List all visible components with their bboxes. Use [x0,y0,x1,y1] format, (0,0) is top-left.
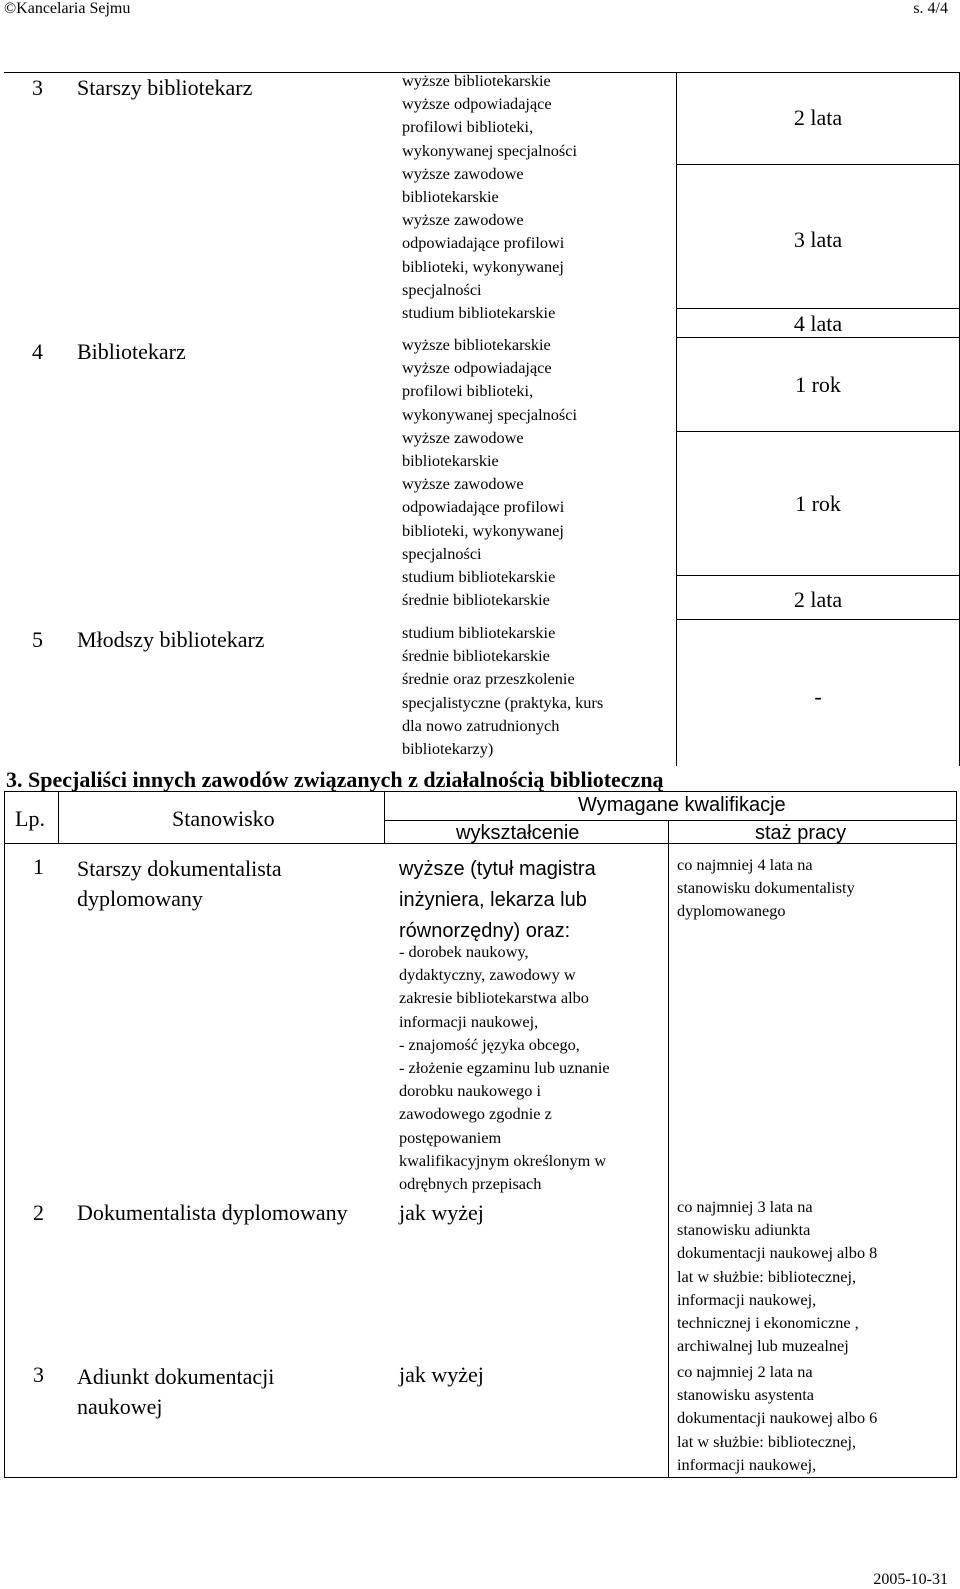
positions-table-specialists [4,791,957,1478]
education-line: postępowaniem [399,1127,502,1147]
position-title: Bibliotekarz [77,339,186,364]
title-line: Adiunkt dokumentacji [77,1364,275,1389]
header-source: ©Kancelaria Sejmu [4,0,131,17]
education-list [402,621,672,760]
service-value: 1 rok [795,372,841,397]
education-line: bibliotekarskie [402,187,499,207]
experience-text [677,1360,877,1476]
education-line: wyższe bibliotekarskie [402,71,551,90]
education-line: wyższe (tytuł magistra [399,858,596,880]
service-value: 2 lata [793,105,843,130]
service-value: - [814,684,822,709]
experience-line: stanowisku dokumentalisty [677,878,855,898]
education-line: dydaktyczny, zawodowy w [399,965,576,985]
service-cell [676,337,960,431]
education-line: wyższe zawodowe [402,163,524,183]
education-line: odpowiadające profilowi [402,233,565,253]
position-title: Młodszy bibliotekarz [77,627,265,652]
experience-text [677,853,855,923]
education-line: średnie bibliotekarskie [402,646,550,666]
header-education: wykształcenie [456,822,580,844]
position-title [77,854,282,914]
page-number: s. 4/4 [913,0,948,17]
header-requirements: Wymagane kwalifikacje [578,794,786,816]
education-list [402,333,672,611]
education-line: specjalistyczne (praktyka, kurs [402,692,604,712]
education-line: specjalności [402,543,482,563]
service-cell [676,431,960,575]
grid-line [58,792,59,843]
education-line: bibliotekarskie [402,451,499,471]
title-line: Starszy dokumentalista [77,856,282,881]
education-line: inżyniera, lekarza lub [399,889,587,911]
position-title: Dokumentalista dyplomowany [77,1200,348,1225]
education-line: biblioteki, wykonywanej [402,256,564,276]
education-line: wyższe odpowiadające [402,94,552,114]
position-title: Starszy bibliotekarz [77,75,253,100]
service-cell [676,308,960,337]
education-line: wykonywanej specjalności [402,140,577,160]
row-number: 3 [32,75,43,100]
service-cell [676,575,960,619]
education-line: wyższe zawodowe [402,210,524,230]
service-value: 3 lata [793,227,843,252]
title-line: dyplomowany [77,886,203,911]
experience-line: stanowisku asystenta [677,1385,815,1405]
education-line: odrębnych przepisach [399,1174,542,1194]
experience-line: dokumentacji naukowej albo 8 [677,1243,878,1263]
service-cell [676,164,960,308]
education-line: dla nowo zatrudnionych [402,715,560,735]
experience-line: co najmniej 3 lata na [677,1197,813,1216]
education-line: dorobku naukowego i [399,1081,541,1101]
experience-line: lat w służbie: bibliotecznej, [677,1431,857,1451]
education-line: bibliotekarzy) [402,739,494,759]
education-line: odpowiadające profilowi [402,497,565,517]
education-line: średnie bibliotekarskie [402,590,550,610]
education-line: wyższe zawodowe [402,427,524,447]
education-line: wyższe bibliotekarskie [402,335,551,354]
footer-date: 2005-10-31 [873,1571,948,1588]
education-main: jak wyżej [399,1200,484,1225]
header-experience: staż pracy [755,822,847,844]
grid-line [668,820,669,1478]
education-line: wykonywanej specjalności [402,404,577,424]
experience-line: informacji naukowej, [677,1289,817,1309]
experience-line: lat w służbie: bibliotecznej, [677,1266,857,1286]
education-line: informacji naukowej, [399,1011,539,1031]
education-line: wyższe odpowiadające [402,358,552,378]
service-value: 2 lata [793,587,843,612]
education-list [402,69,672,324]
experience-line: technicznej i ekonomiczne , [677,1313,859,1333]
education-line: profilowi biblioteki, [402,117,534,137]
education-line: średnie oraz przeszkolenie [402,669,575,689]
education-line: zakresie bibliotekarstwa albo [399,988,589,1008]
experience-line: archiwalnej lub muzealnej [677,1336,849,1356]
education-details [399,940,610,1195]
education-line: - złożenie egzaminu lub uznanie [399,1058,610,1078]
education-line: studium bibliotekarskie [402,303,556,323]
grid-line [384,820,956,821]
experience-line: dokumentacji naukowej albo 6 [677,1408,878,1428]
row-number: 1 [33,854,44,879]
service-value: 1 rok [795,491,841,516]
header-lp: Lp. [15,806,45,831]
row-number: 5 [32,627,43,652]
row-number: 2 [33,1200,44,1225]
education-line: - dorobek naukowy, [399,942,529,961]
row-number: 3 [33,1362,44,1387]
education-line: profilowi biblioteki, [402,381,534,401]
education-line: zawodowego zgodnie z [399,1104,552,1124]
education-line: specjalności [402,279,482,299]
positions-table-librarians [4,72,957,766]
experience-line: co najmniej 2 lata na [677,1362,813,1381]
education-line: wyższe zawodowe [402,474,524,494]
education-main: jak wyżej [399,1362,484,1387]
position-title [77,1362,274,1422]
education-line: studium bibliotekarskie [402,567,556,587]
experience-text [677,1195,877,1357]
education-main [399,854,596,947]
education-line: - znajomość języka obcego, [399,1034,580,1054]
service-value: 4 lata [793,311,843,336]
education-line: studium bibliotekarskie [402,623,556,642]
education-line: równorzędny) oraz: [399,920,571,942]
experience-line: stanowisku adiunkta [677,1220,811,1240]
education-line: kwalifikacyjnym określonym w [399,1150,607,1170]
header-position: Stanowisko [172,806,275,831]
service-cell [676,72,960,164]
experience-line: informacji naukowej, [677,1454,817,1474]
education-line: biblioteki, wykonywanej [402,520,564,540]
experience-line: dyplomowanego [677,901,786,921]
experience-line: co najmniej 4 lata na [677,855,813,874]
grid-line [384,792,385,843]
section-heading: 3. Specjaliści innych zawodów związanych z działalnością biblioteczną [6,767,664,792]
service-cell [676,619,960,766]
title-line: naukowej [77,1394,163,1419]
row-number: 4 [32,339,43,364]
